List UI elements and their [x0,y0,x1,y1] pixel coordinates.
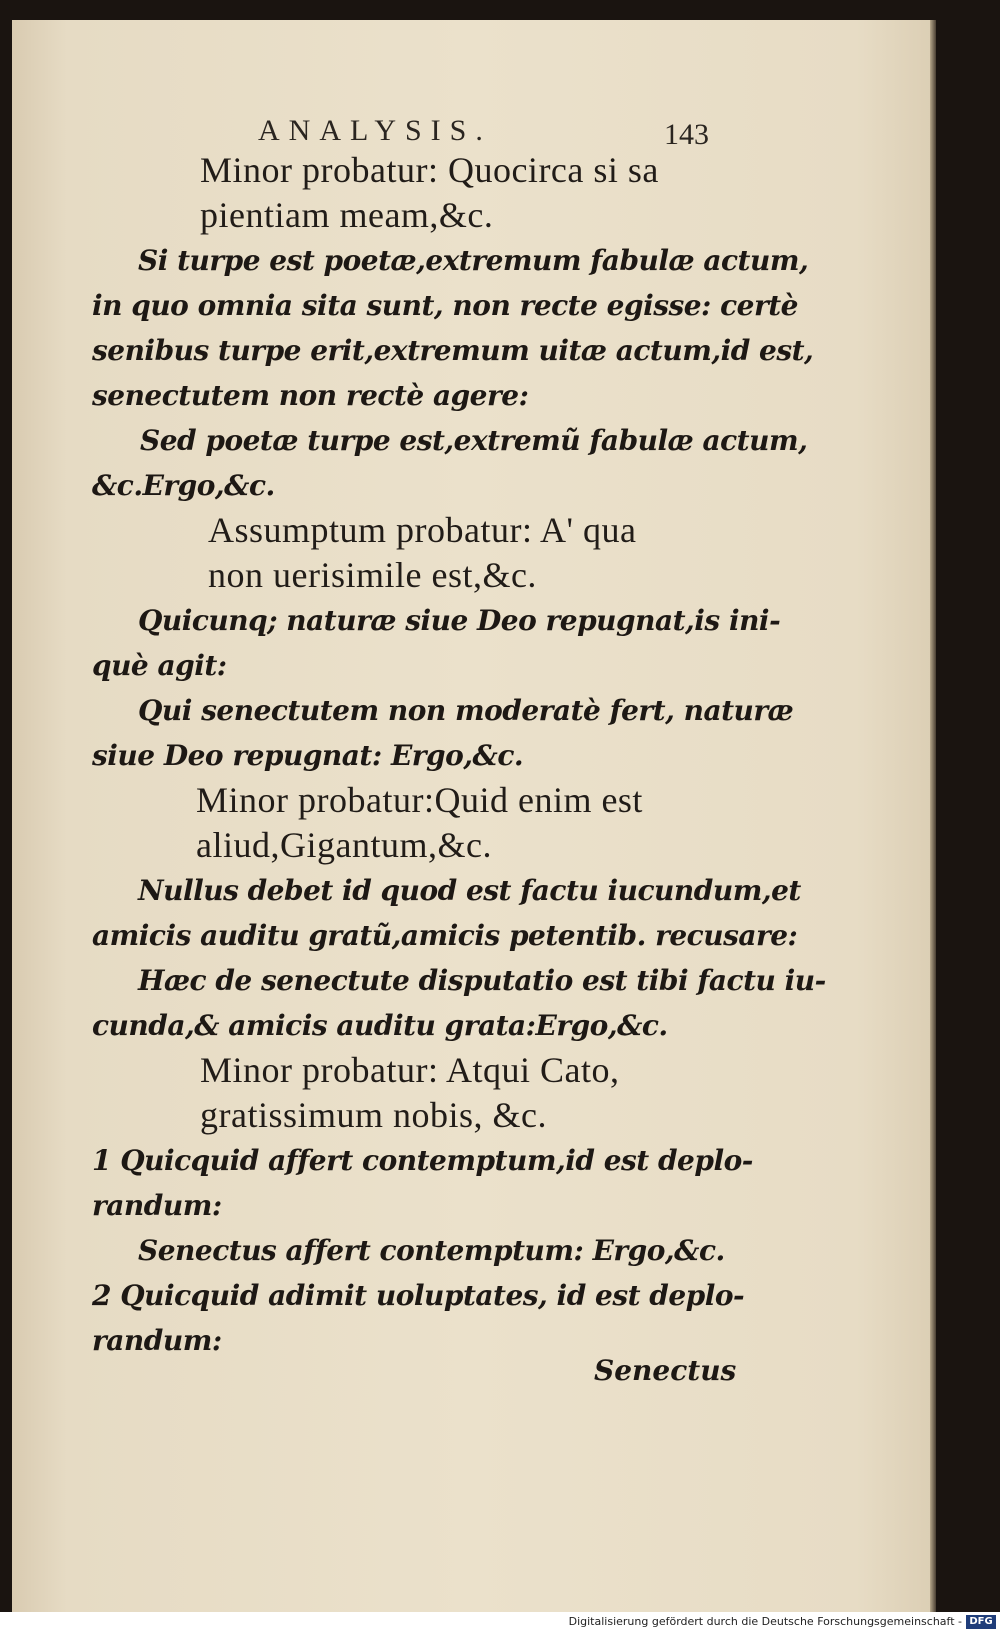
text-line: Minor probatur:Quid enim est [196,780,643,820]
text-line: senibus turpe erit,extremum uitæ actum,id est, [92,334,814,367]
text-line: in quo omnia sita sunt, non recte egisse: certè [92,289,798,322]
text-line: Sed poetæ turpe est,extremũ fabulæ actum, [140,424,808,457]
text-line: randum: [92,1189,222,1222]
text-line: Minor probatur: Atqui Cato, [200,1050,620,1090]
footer-credit: Digitalisierung gefördert durch die Deutsche Forschungsgemeinschaft - [568,1615,962,1628]
catchword: Senectus [594,1354,737,1387]
running-head-title: ANALYSIS. [258,114,492,147]
text-line: Assumptum probatur: A' qua [208,510,637,550]
text-line: 2 Quicquid adimit uoluptates, id est deplo- [92,1279,745,1312]
page-number: 143 [664,118,709,151]
text-line: 1 Quicquid affert contemptum,id est deplo- [92,1144,753,1177]
text-line: non uerisimile est,&c. [208,555,537,595]
text-line: cunda,& amicis auditu grata:Ergo,&c. [92,1009,668,1042]
text-line: amicis auditu gratũ,amicis petentib. recusare: [92,919,798,952]
text-line: Qui senectutem non moderatè fert, naturæ [138,694,794,727]
digitization-footer [0,1612,1000,1633]
text-line: randum: [92,1324,222,1357]
text-line: què agit: [92,649,227,682]
dfg-logo: DFG [966,1615,996,1629]
text-line: Minor probatur: Quocirca si sa [200,150,659,190]
text-line: pientiam meam,&c. [200,195,494,235]
text-line: senectutem non rectè agere: [92,379,529,412]
text-line: Senectus affert contemptum: Ergo,&c. [138,1234,725,1267]
running-head [0,114,1000,150]
text-line: Quicunq; naturæ siue Deo repugnat,is ini- [138,604,781,637]
text-line: &c.Ergo,&c. [92,469,275,502]
text-line: aliud,Gigantum,&c. [196,825,492,865]
body-text [0,148,1000,1363]
text-line: Hæc de senectute disputatio est tibi factu iu- [138,964,826,997]
text-line: Si turpe est poetæ,extremum fabulæ actum, [138,244,809,277]
text-line: siue Deo repugnat: Ergo,&c. [92,739,524,772]
text-line: gratissimum nobis, &c. [200,1095,547,1135]
text-line: Nullus debet id quod est factu iucundum,et [138,874,801,907]
